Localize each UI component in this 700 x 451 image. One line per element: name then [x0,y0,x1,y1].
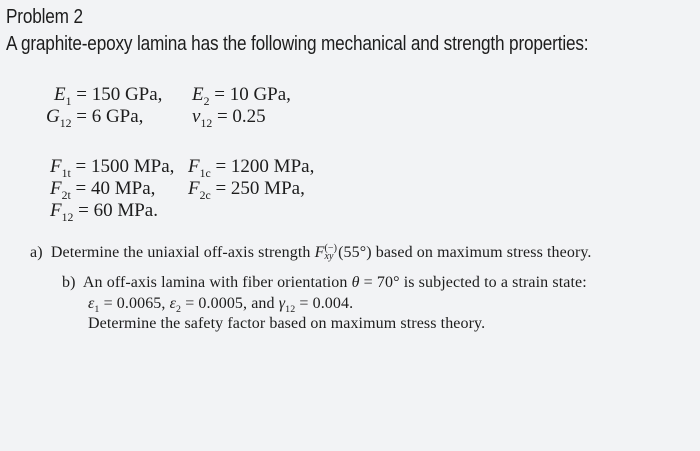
prop-f2c: $F_{2c} = 250$ MPa, [188,178,305,202]
prop-e1-value: = 150 GPa, [76,84,163,105]
question-a [30,244,592,262]
strength-symbol-sub: xy [324,251,334,263]
strain-eps2: = 0.0005, and [185,295,275,312]
prop-g12: $G_{12} = 6$ GPa, [46,106,144,130]
prop-f1t-value: = 1500 MPa, [75,156,175,177]
strength-symbol-sup: (−) [324,243,338,255]
prop-f2t: $F_{2t} = 40$ MPa, [50,178,156,202]
question-b-line3: Determine the safety factor based on maximum stress theory. [88,315,486,332]
question-a-text: Determine the uniaxial off-axis strength [50,244,311,261]
strain-eps1: = 0.0065, [103,295,166,312]
question-b-line1: b) An off-axis lamina with fiber orientation θ = 70° is subjected to a strain state: [62,274,587,291]
question-a-angle: (55°) [338,244,372,261]
prop-e2-value: = 10 GPa, [214,84,291,105]
strength-symbol: F [314,244,325,261]
problem-intro: A graphite-epoxy lamina has the following mechanical and strength properties: [6,33,589,55]
question-b-theta: = 70° is subjected to a strain state: [363,274,587,291]
question-b-line2: $\varepsilon_1 = 0.0065$, $\varepsilon_2 = 0.0005$, and $\gamma_{12} = 0.004$. [88,295,354,316]
question-b-text: An off-axis lamina with fiber orientation [82,274,348,291]
problem-title: Problem 2 [6,6,83,28]
prop-f2c-value: = 250 MPa, [215,178,305,199]
question-a-tail: based on maximum stress theory. [375,244,592,261]
question-b-label: b) [62,274,76,291]
strain-gamma12: = 0.004. [299,295,354,312]
prop-f1c-value: = 1200 MPa, [215,156,315,177]
prop-nu12: $\nu_{12} = 0.25$ [192,106,266,130]
prop-g12-value: = 6 GPa, [76,106,144,127]
prop-f12-value: = 60 MPa. [78,200,158,221]
prop-f1t: $F_{1t} = 1500$ MPa, [50,156,175,180]
prop-e2: $E_2 = 10$ GPa, [192,84,291,108]
prop-e1: $E_1 = 150$ GPa, [54,84,163,108]
prop-f2t-value: = 40 MPa, [75,178,156,199]
prop-nu12-value: = 0.25 [216,106,266,127]
question-a-label: a) [30,244,43,261]
prop-f12: $F_{12} = 60$ MPa. [50,200,158,224]
prop-f1c: $F_{1c} = 1200$ MPa, [188,156,315,180]
